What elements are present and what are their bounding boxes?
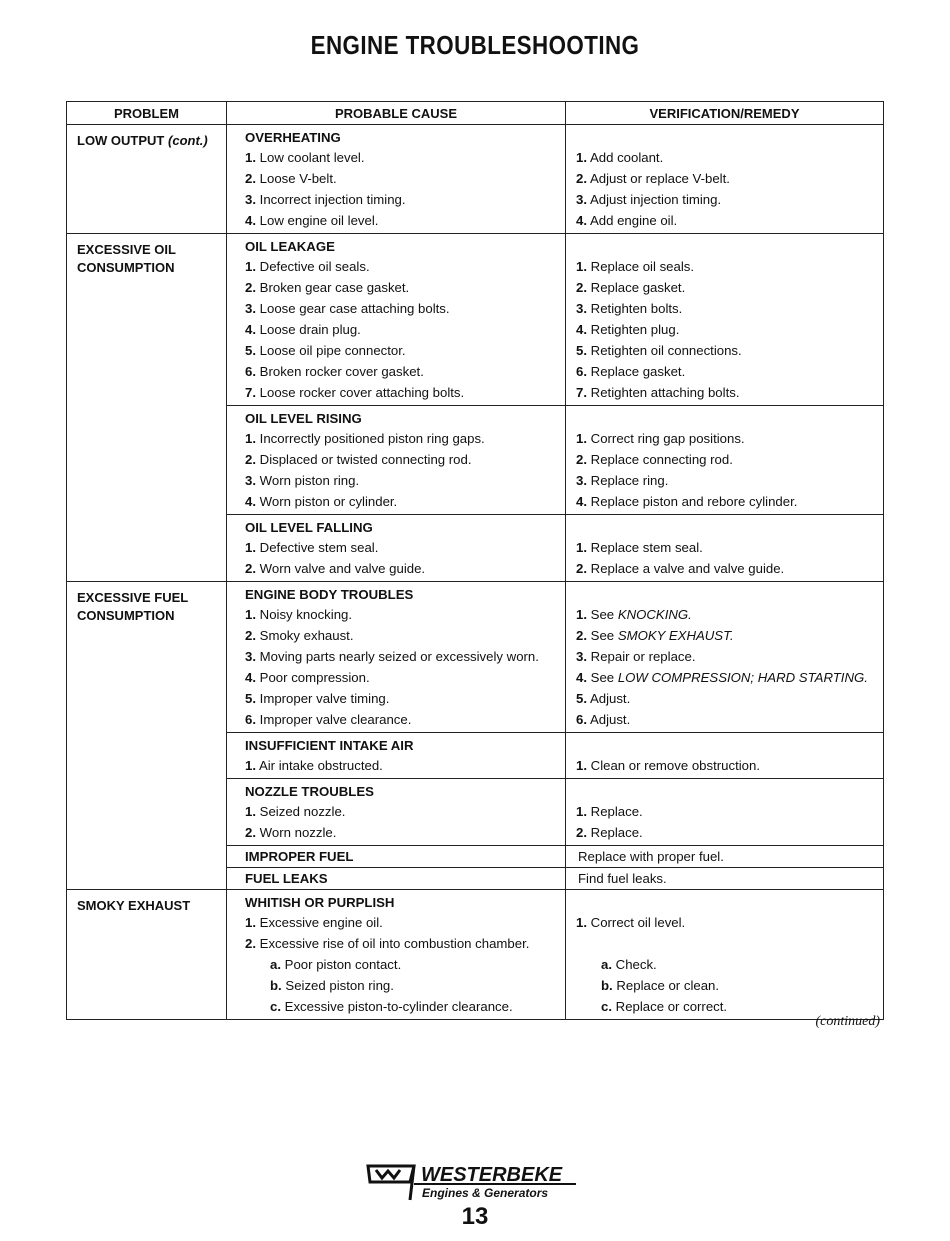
- cause-item: 1. Incorrectly positioned piston ring gaps.: [245, 431, 485, 446]
- remedy-cell: [566, 890, 884, 1020]
- remedy-item: 1. See KNOCKING.: [576, 607, 692, 622]
- cause-item: 3. Worn piston ring.: [245, 473, 360, 488]
- remedy-cell: [566, 515, 884, 582]
- problem-cell: [67, 582, 227, 890]
- cause-item: 2. Loose V-belt.: [245, 171, 337, 186]
- cause-subitem: a. Poor piston contact.: [270, 957, 402, 972]
- remedy-subitem: c. Replace or correct.: [601, 999, 728, 1014]
- cause-cell: [227, 733, 566, 779]
- problem-label-line2: CONSUMPTION: [77, 260, 175, 275]
- problem-cell: [67, 125, 227, 234]
- cause-cell: [227, 582, 566, 733]
- cause-item: 2. Broken gear case gasket.: [245, 280, 410, 295]
- header-problem: PROBLEM: [67, 102, 227, 125]
- cause-item: 5. Improper valve timing.: [245, 691, 390, 706]
- remedy-item: 6. Adjust.: [576, 712, 631, 727]
- remedy-cell: [566, 779, 884, 846]
- cause-item: 5. Loose oil pipe connector.: [245, 343, 406, 358]
- cause-item: 2. Smoky exhaust.: [245, 628, 354, 643]
- remedy-subitem: b. Replace or clean.: [601, 978, 720, 993]
- page-title: ENGINE TROUBLESHOOTING: [310, 30, 640, 60]
- remedy-item: 4. Retighten plug.: [576, 322, 680, 337]
- cause-item: 4. Poor compression.: [245, 670, 370, 685]
- troubleshooting-table: [66, 101, 883, 1020]
- remedy-cell: [566, 406, 884, 515]
- cause-item: 1. Excessive engine oil.: [245, 915, 383, 930]
- cause-cell: [227, 515, 566, 582]
- cause-item: 3. Moving parts nearly seized or excessively worn.: [245, 649, 539, 664]
- cause-item: 4. Loose drain plug.: [245, 322, 361, 337]
- cause-item: 3. Incorrect injection timing.: [245, 192, 406, 207]
- cause-item: 1. Air intake obstructed.: [245, 758, 383, 773]
- remedy-item: 5. Retighten oil connections.: [576, 343, 742, 358]
- header-verification-remedy: VERIFICATION/REMEDY: [566, 102, 884, 125]
- remedy-item: 3. Replace ring.: [576, 473, 669, 488]
- remedy-item: 3. Retighten bolts.: [576, 301, 683, 316]
- remedy-item: 4. Add engine oil.: [576, 213, 678, 228]
- remedy-item: 4. Replace piston and rebore cylinder.: [576, 494, 798, 509]
- remedy-item: 2. Replace gasket.: [576, 280, 686, 295]
- remedy-item: 1. Clean or remove obstruction.: [576, 758, 760, 773]
- remedy-item: 2. Adjust or replace V-belt.: [576, 171, 730, 186]
- table-row: [67, 234, 884, 406]
- problem-label-line2: CONSUMPTION: [77, 608, 175, 623]
- remedy-item: 4. See LOW COMPRESSION; HARD STARTING.: [576, 670, 868, 685]
- remedy-item: 6. Replace gasket.: [576, 364, 686, 379]
- cause-cell: [227, 234, 566, 406]
- cause-item: 2. Worn nozzle.: [245, 825, 337, 840]
- cause-item: 4. Worn piston or cylinder.: [245, 494, 398, 509]
- cause-item: 1. Seized nozzle.: [245, 804, 346, 819]
- problem-cell: [67, 234, 227, 582]
- remedy-item: Find fuel leaks.: [566, 868, 884, 890]
- westerbeke-logo: [366, 1160, 586, 1202]
- cause-header: WHITISH OR PURPLISH: [245, 895, 395, 910]
- header-probable-cause: PROBABLE CAUSE: [227, 102, 566, 125]
- brand-name: WESTERBEKE: [421, 1164, 563, 1186]
- cause-item: 1. Noisy knocking.: [245, 607, 353, 622]
- cause-header: NOZZLE TROUBLES: [245, 784, 374, 799]
- problem-label-line1: EXCESSIVE OIL: [77, 242, 176, 257]
- table-row: [67, 582, 884, 733]
- cause-header: FUEL LEAKS: [227, 868, 566, 890]
- cause-subitem: b. Seized piston ring.: [270, 978, 394, 993]
- remedy-item: 1. Correct ring gap positions.: [576, 431, 745, 446]
- remedy-item: Replace with proper fuel.: [566, 846, 884, 868]
- cause-header: INSUFFICIENT INTAKE AIR: [245, 738, 414, 753]
- brand-tagline: Engines & Generators: [422, 1186, 549, 1200]
- cause-item: 2. Displaced or twisted connecting rod.: [245, 452, 472, 467]
- remedy-item: 3. Adjust injection timing.: [576, 192, 722, 207]
- remedy-item: 5. Adjust.: [576, 691, 631, 706]
- cause-header: ENGINE BODY TROUBLES: [245, 587, 414, 602]
- problem-label-line1: EXCESSIVE FUEL: [77, 590, 189, 605]
- problem-label: LOW OUTPUT: [77, 133, 165, 148]
- remedy-item: 7. Retighten attaching bolts.: [576, 385, 740, 400]
- cause-item: 1. Defective oil seals.: [245, 259, 370, 274]
- table-row: [67, 890, 884, 1020]
- remedy-cell: [566, 733, 884, 779]
- problem-label: SMOKY EXHAUST: [77, 898, 191, 913]
- remedy-item: 1. Add coolant.: [576, 150, 664, 165]
- cause-item: 6. Broken rocker cover gasket.: [245, 364, 424, 379]
- page-number: 13: [461, 1203, 489, 1230]
- remedy-cell: [566, 234, 884, 406]
- continued-note: (continued): [815, 1014, 880, 1029]
- cause-subitem: c. Excessive piston-to-cylinder clearance.: [270, 999, 513, 1014]
- cause-item: 1. Defective stem seal.: [245, 540, 379, 555]
- remedy-subitem: a. Check.: [601, 957, 657, 972]
- remedy-item: 2. See SMOKY EXHAUST.: [576, 628, 734, 643]
- remedy-cell: [566, 125, 884, 234]
- remedy-item: 2. Replace connecting rod.: [576, 452, 733, 467]
- cause-header: OVERHEATING: [245, 130, 341, 145]
- cause-item: 4. Low engine oil level.: [245, 213, 379, 228]
- cause-item: 7. Loose rocker cover attaching bolts.: [245, 385, 465, 400]
- cause-cell: [227, 890, 566, 1020]
- cause-cell: [227, 779, 566, 846]
- cause-cell: [227, 125, 566, 234]
- remedy-item: 2. Replace a valve and valve guide.: [576, 561, 785, 576]
- remedy-item: 1. Replace stem seal.: [576, 540, 703, 555]
- cause-header: OIL LEVEL RISING: [245, 411, 362, 426]
- problem-cell: [67, 890, 227, 1020]
- cause-header: OIL LEVEL FALLING: [245, 520, 373, 535]
- problem-suffix: (cont.): [168, 133, 208, 148]
- cause-header: OIL LEAKAGE: [245, 239, 335, 254]
- remedy-item: 1. Correct oil level.: [576, 915, 686, 930]
- remedy-item: 1. Replace.: [576, 804, 643, 819]
- cause-header: IMPROPER FUEL: [227, 846, 566, 868]
- cause-item: 2. Excessive rise of oil into combustion chamber.: [245, 936, 530, 951]
- remedy-cell: [566, 582, 884, 733]
- cause-cell: [227, 406, 566, 515]
- remedy-item: 3. Repair or replace.: [576, 649, 696, 664]
- cause-item: 3. Loose gear case attaching bolts.: [245, 301, 450, 316]
- table-row: [67, 125, 884, 234]
- remedy-item: 2. Replace.: [576, 825, 643, 840]
- cause-item: 1. Low coolant level.: [245, 150, 365, 165]
- remedy-item: 1. Replace oil seals.: [576, 259, 695, 274]
- cause-item: 2. Worn valve and valve guide.: [245, 561, 426, 576]
- cause-item: 6. Improper valve clearance.: [245, 712, 412, 727]
